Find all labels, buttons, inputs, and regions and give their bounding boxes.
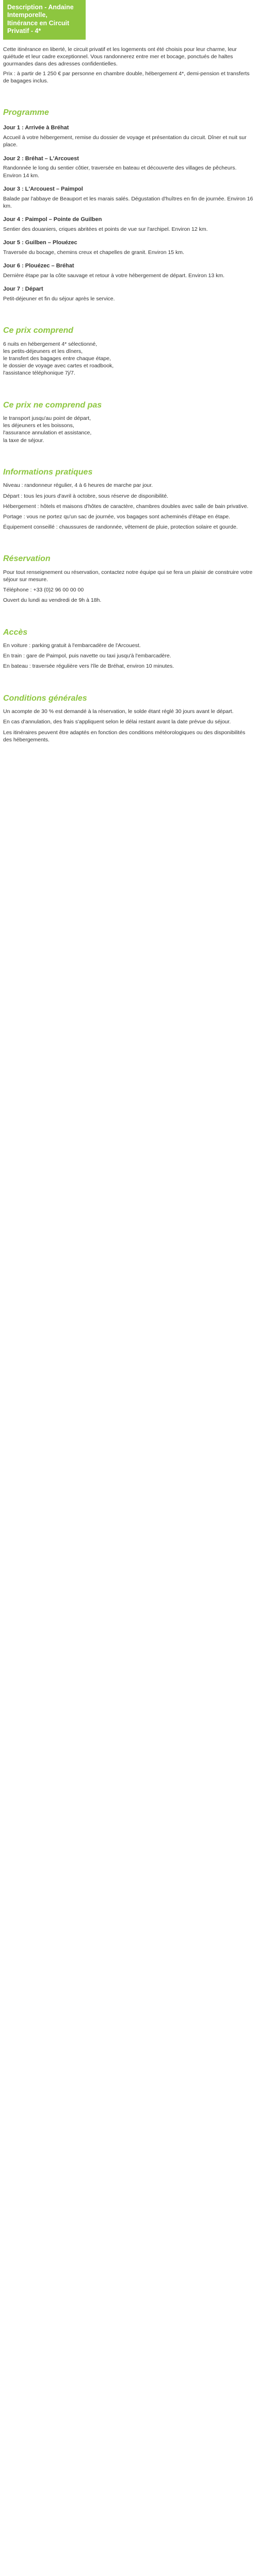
excluded-heading: Ce prix ne comprend pas [3, 400, 102, 410]
program-list [3, 124, 255, 302]
practical-item: Hébergement : hôtels et maisons d'hôtes de caractère, chambres doubles avec salle de bain privative. [3, 503, 249, 510]
program-day-text: Randonnée le long du sentier côtier, traversée en bateau et découverte des villages de pêcheurs. Environ 14 km. [3, 165, 237, 179]
excluded-item: le transport jusqu'au point de départ, [3, 415, 91, 422]
booking-hours: Ouvert du lundi au vendredi de 9h à 18h. [3, 597, 102, 604]
program-day [3, 216, 255, 233]
intro [3, 46, 255, 84]
excluded-item: les déjeuners et les boissons, [3, 422, 74, 429]
page [0, 0, 258, 767]
practical-item: Équipement conseillé : chaussures de randonnée, vêtement de pluie, protection solaire et gourde. [3, 524, 238, 531]
program-day [3, 155, 255, 179]
program-day-text: Petit-déjeuner et fin du séjour après le service. [3, 295, 115, 302]
program-day [3, 239, 255, 256]
practical-item: Niveau : randonneur régulier, 4 à 6 heures de marche par jour. [3, 482, 153, 489]
program-day-text: Accueil à votre hébergement, remise du dossier de voyage et présentation du circuit. Dîner et nuit sur place. [3, 134, 247, 148]
program-day-title: Jour 4 : Paimpol – Pointe de Guilben [3, 216, 102, 223]
included-heading: Ce prix comprend [3, 326, 74, 335]
banner-line: Itinérance en Circuit Privatif - 4* [7, 20, 70, 35]
booking-text: Pour tout renseignement ou réservation, contactez notre équipe qui se fera un plaisir de construire votre séjour sur mesure. [3, 569, 253, 583]
practical-list [3, 482, 255, 531]
description-banner [3, 0, 86, 40]
program-day [3, 285, 255, 302]
practical-item: Départ : tous les jours d'avril à octobre, sous réserve de disponibilité. [3, 493, 169, 499]
program-day-text: Balade par l'abbaye de Beauport et les marais salés. Dégustation d'huîtres en fin de journée. Environ 16 km. [3, 195, 253, 209]
conditions-item: En cas d'annulation, des frais s'appliquent selon le délai restant avant la date prévue du séjour. [3, 719, 231, 725]
programme-heading: Programme [3, 108, 49, 117]
included-item: 6 nuits en hébergement 4* sélectionné, [3, 341, 98, 347]
program-day-text: Sentier des douaniers, criques abritées et points de vue sur l'archipel. Environ 12 km. [3, 226, 208, 232]
included-item: le dossier de voyage avec cartes et roadbook, [3, 363, 114, 369]
program-day [3, 185, 255, 210]
program-day-title: Jour 5 : Guilben – Plouézec [3, 240, 77, 246]
conditions-item: Un acompte de 30 % est demandé à la réservation, le solde étant réglé 30 jours avant le départ. [3, 708, 234, 715]
program-day [3, 262, 255, 279]
intro-price: Prix : à partir de 1 250 € par personne en chambre double, hébergement 4*, demi-pension et transferts de bagages inclus. [3, 70, 250, 84]
access-item: En voiture : parking gratuit à l'embarcadère de l'Arcouest. [3, 642, 141, 649]
program-day-title: Jour 3 : L'Arcouest – Paimpol [3, 185, 83, 192]
program-day [3, 124, 255, 148]
access-item: En bateau : traversée régulière vers l'île de Bréhat, environ 10 minutes. [3, 663, 174, 670]
program-day-title: Jour 6 : Plouézec – Bréhat [3, 263, 74, 269]
banner-line: Description - Andaine Intemporelle, [7, 4, 74, 19]
program-day-title: Jour 2 : Bréhat – L'Arcouest [3, 155, 79, 162]
included-item: les petits-déjeuners et les dîners, [3, 348, 83, 354]
booking-heading: Réservation [3, 554, 51, 564]
access-heading: Accès [3, 628, 28, 637]
program-day-text: Dernière étape par la côte sauvage et retour à votre hébergement de départ. Environ 13 km. [3, 272, 225, 279]
access-list [3, 642, 255, 670]
included-item: le transfert des bagages entre chaque étape, [3, 355, 111, 362]
access-item: En train : gare de Paimpol, puis navette ou taxi jusqu'à l'embarcadère. [3, 653, 171, 659]
excluded-item: l'assurance annulation et assistance, [3, 430, 92, 436]
included-item: l'assistance téléphonique 7j/7. [3, 370, 75, 377]
program-day-text: Traversée du bocage, chemins creux et chapelles de granit. Environ 15 km. [3, 249, 184, 256]
practical-item: Portage : vous ne portez qu'un sac de journée, vos bagages sont acheminés d'étape en étape. [3, 513, 231, 520]
intro-paragraph: Cette itinérance en liberté, le circuit privatif et les logements ont été choisis pour leur charme, leur quiétude et leur cadre exceptionnel. Vous randonnerez entre mer et bocage, ponctués de haltes gourmandes dans des adresses confidentielles. [3, 46, 237, 67]
conditions-heading: Conditions générales [3, 693, 87, 703]
conditions-item: Les itinéraires peuvent être adaptés en fonction des conditions météorologiques ou des disponibilités des hébergements. [3, 729, 246, 743]
booking-block [3, 569, 255, 604]
program-day-title: Jour 1 : Arrivée à Bréhat [3, 125, 69, 131]
program-day-title: Jour 7 : Départ [3, 286, 43, 293]
included-list [3, 341, 255, 377]
excluded-list [3, 415, 255, 444]
conditions-list [3, 708, 255, 743]
booking-phone: Téléphone : +33 (0)2 96 00 00 00 [3, 587, 84, 594]
practical-heading: Informations pratiques [3, 467, 93, 477]
excluded-item: la taxe de séjour. [3, 437, 44, 444]
